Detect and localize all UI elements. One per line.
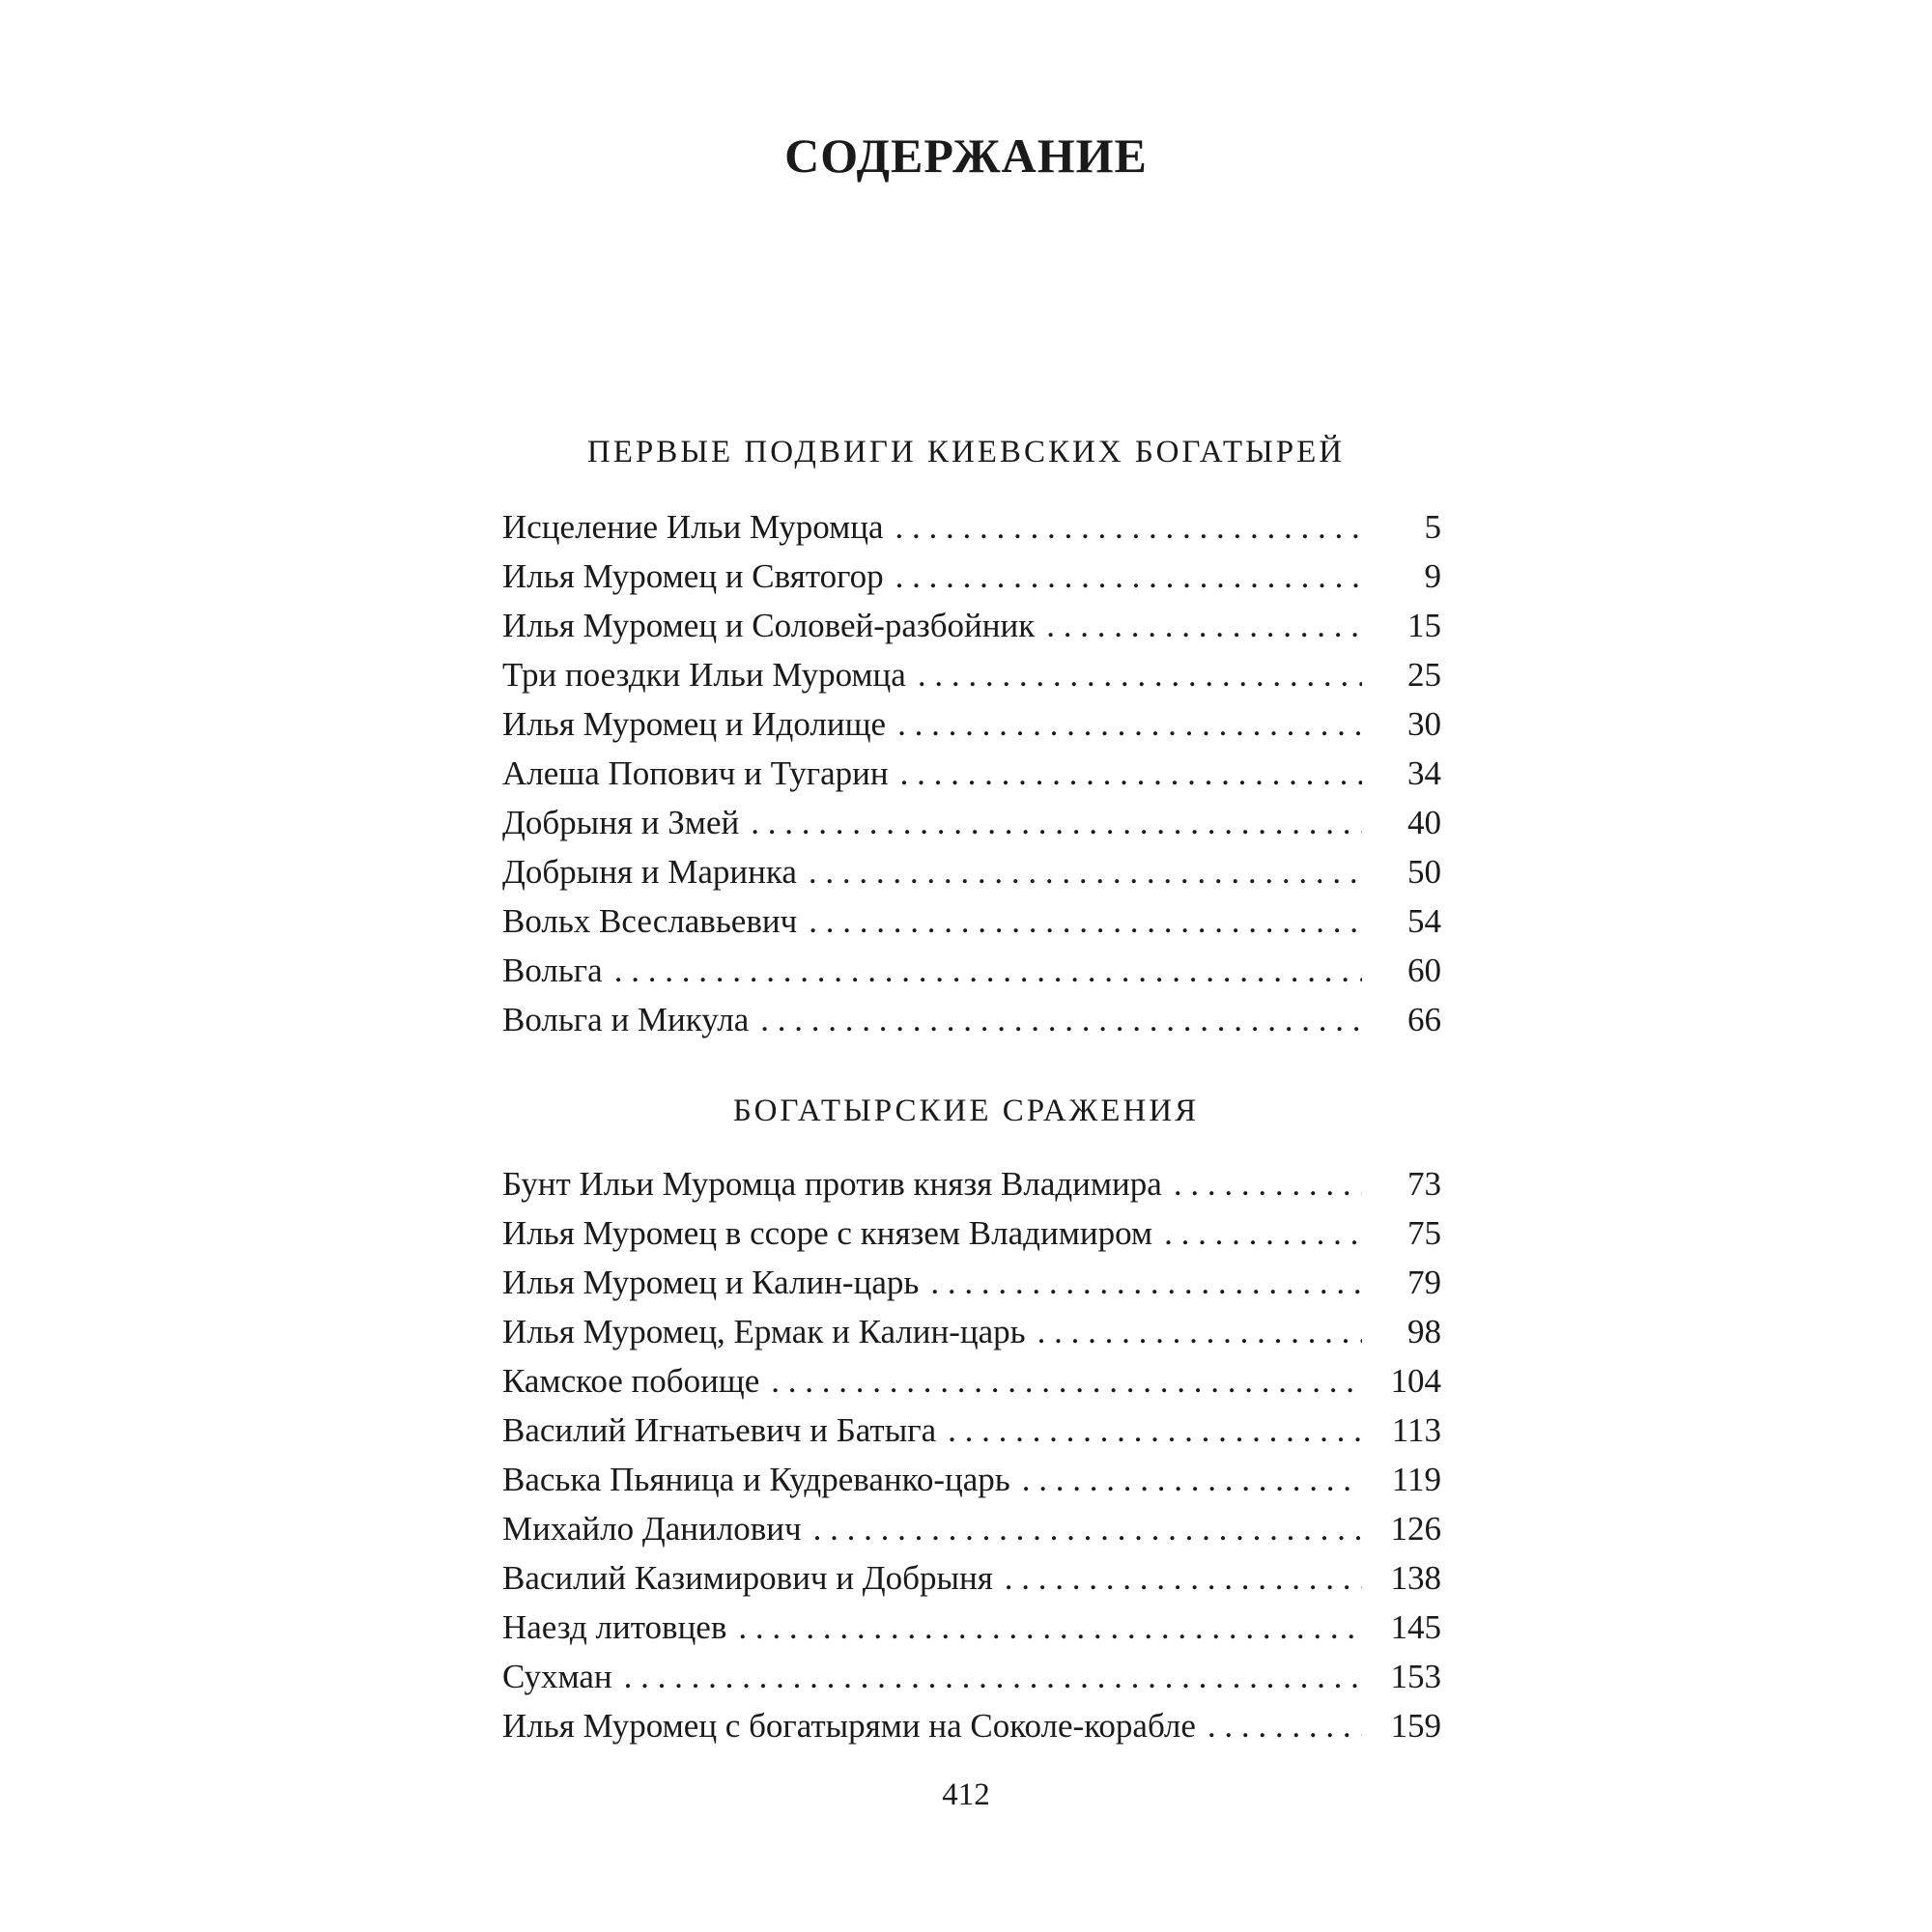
dot-leader: [1164, 1208, 1362, 1258]
toc-entry-page: 104: [1390, 1362, 1441, 1400]
dot-leader: [1005, 1553, 1362, 1603]
toc-entry-title: Сухман: [502, 1658, 612, 1695]
toc-entry-title: Алеша Попович и Тугарин: [502, 754, 889, 792]
toc-entry-page: 66: [1407, 1001, 1441, 1038]
toc-entry: [502, 749, 1441, 798]
toc-entry-page: 40: [1407, 804, 1441, 841]
toc-entry-title: Наезд литовцев: [502, 1608, 727, 1646]
dot-leader: [1037, 1307, 1362, 1356]
toc-entry-title: Вольга и Микула: [502, 1001, 750, 1038]
toc-entry-title: Исцеление Ильи Муромца: [502, 508, 884, 546]
toc-entry: [502, 1603, 1441, 1652]
toc-entry-title: Бунт Ильи Муромца против князя Владимира: [502, 1165, 1162, 1203]
section-title: БОГАТЫРСКИЕ СРАЖЕНИЯ: [732, 1094, 1200, 1128]
dot-leader: [751, 798, 1362, 847]
toc-entry-page: 30: [1407, 705, 1441, 743]
dot-leader: [897, 699, 1362, 749]
toc-list: [502, 502, 1441, 1044]
dot-leader: [1174, 1159, 1362, 1208]
toc-entry-page: 145: [1390, 1608, 1441, 1646]
dot-leader: [1208, 1701, 1362, 1750]
toc-entry-title: Василий Игнатьевич и Батыга: [502, 1411, 937, 1449]
toc-entry-page: 126: [1390, 1510, 1441, 1548]
dot-leader: [900, 749, 1362, 798]
toc-entry: [502, 1307, 1441, 1356]
toc-entry: [502, 798, 1441, 847]
toc-entry-page: 153: [1390, 1658, 1441, 1695]
dot-leader: [809, 847, 1362, 896]
toc-entry: [502, 896, 1441, 946]
toc-entry-title: Илья Муромец в ссоре с князем Владимиром: [502, 1214, 1153, 1252]
toc-entry: [502, 1652, 1441, 1701]
toc-entry: [502, 502, 1441, 552]
toc-entry-page: 60: [1407, 952, 1441, 989]
dot-leader: [1046, 601, 1362, 650]
toc-entry-page: 159: [1390, 1707, 1441, 1745]
toc-entry-page: 119: [1391, 1461, 1441, 1498]
toc-entry-page: 113: [1391, 1411, 1441, 1449]
toc-entry-page: 25: [1407, 656, 1441, 694]
dot-leader: [614, 946, 1362, 995]
section-title: ПЕРВЫЕ ПОДВИГИ КИЕВСКИХ БОГАТЫРЕЙ: [586, 435, 1346, 469]
toc-list: [502, 1159, 1441, 1750]
dot-leader: [895, 502, 1362, 552]
toc-entry: [502, 601, 1441, 650]
dot-leader: [930, 1258, 1362, 1307]
toc-entry-title: Илья Муромец и Соловей-разбойник: [502, 607, 1036, 644]
toc-entry-title: Добрыня и Маринка: [502, 853, 797, 891]
toc-entry-title: Добрыня и Змей: [502, 804, 740, 841]
page-title: СОДЕРЖАНИЕ: [784, 128, 1148, 183]
toc-entry: [502, 995, 1441, 1044]
toc-entry: [502, 650, 1441, 699]
toc-entry-page: 5: [1424, 508, 1441, 546]
toc-entry: [502, 1356, 1441, 1406]
toc-entry-title: Васька Пьяница и Кудреванко-царь: [502, 1461, 1010, 1498]
toc-entry-title: Камское побоище: [502, 1362, 760, 1400]
toc-entry-page: 34: [1407, 754, 1441, 792]
dot-leader: [918, 650, 1362, 699]
toc-entry-page: 9: [1424, 557, 1441, 595]
toc-entry-title: Вольга: [502, 952, 603, 989]
toc-entry-title: Илья Муромец, Ермак и Калин-царь: [502, 1313, 1026, 1350]
toc-entry-title: Илья Муромец и Святогор: [502, 557, 884, 595]
toc-entry: [502, 1258, 1441, 1307]
dot-leader: [624, 1652, 1362, 1701]
toc-entry-page: 75: [1407, 1214, 1441, 1252]
toc-entry: [502, 847, 1441, 896]
toc-entry-title: Илья Муромец с богатырями на Соколе-корабле: [502, 1707, 1196, 1745]
dot-leader: [738, 1603, 1362, 1652]
toc-entry-title: Илья Муромец и Калин-царь: [502, 1264, 920, 1301]
toc-entry: [502, 699, 1441, 749]
dot-leader: [813, 1504, 1362, 1553]
toc-entry: [502, 1701, 1441, 1750]
dot-leader: [895, 552, 1362, 601]
toc-entry-title: Три поездки Ильи Муромца: [502, 656, 906, 694]
toc-entry-page: 54: [1407, 902, 1441, 940]
toc-entry-page: 138: [1390, 1559, 1441, 1597]
toc-entry-page: 79: [1407, 1264, 1441, 1301]
dot-leader: [948, 1406, 1362, 1455]
toc-entry: [502, 1553, 1441, 1603]
toc-entry-page: 15: [1407, 607, 1441, 644]
toc-entry: [502, 552, 1441, 601]
toc-entry-page: 73: [1407, 1165, 1441, 1203]
toc-entry: [502, 1208, 1441, 1258]
toc-entry-title: Михайло Данилович: [502, 1510, 802, 1548]
toc-entry-title: Вольх Всеславьевич: [502, 902, 798, 940]
toc-entry-page: 98: [1407, 1313, 1441, 1350]
toc-entry: [502, 1159, 1441, 1208]
toc-entry-title: Василий Казимирович и Добрыня: [502, 1559, 993, 1597]
toc-entry-page: 50: [1407, 853, 1441, 891]
dot-leader: [771, 1356, 1362, 1406]
dot-leader: [809, 896, 1362, 946]
dot-leader: [1022, 1455, 1362, 1504]
toc-entry-title: Илья Муромец и Идолище: [502, 705, 887, 743]
toc-entry: [502, 1455, 1441, 1504]
toc-entry: [502, 946, 1441, 995]
dot-leader: [760, 995, 1362, 1044]
page-number: 412: [942, 1777, 990, 1812]
toc-entry: [502, 1504, 1441, 1553]
toc-entry: [502, 1406, 1441, 1455]
